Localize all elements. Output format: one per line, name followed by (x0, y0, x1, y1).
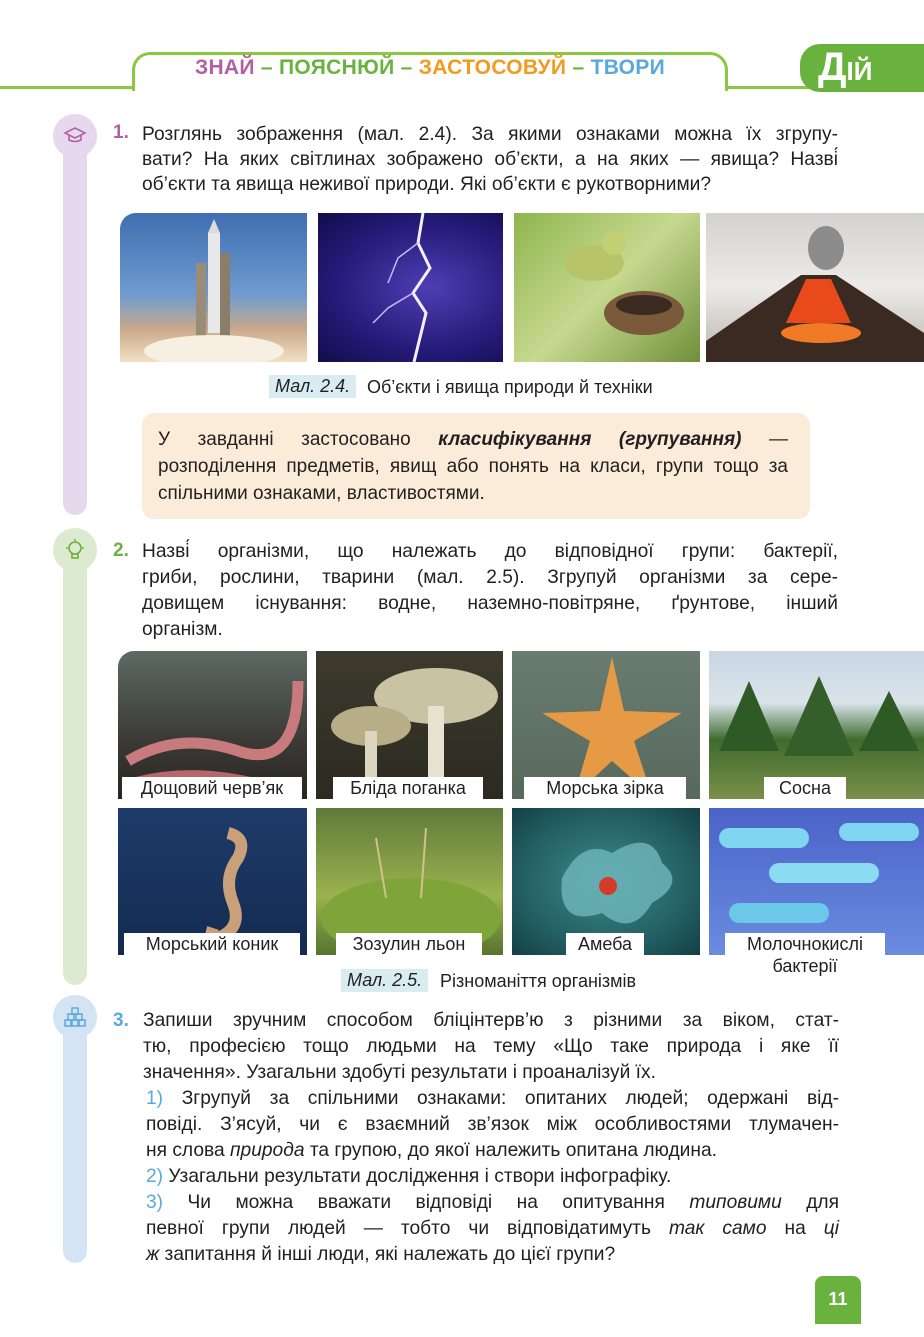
task1-icon-circle (53, 114, 97, 158)
subtask3-line (146, 1190, 839, 1216)
fig25-caption-label: Мал. 2.5. (341, 969, 428, 992)
subtask3-italic: типовими (689, 1192, 782, 1213)
task2-icon-circle (53, 528, 97, 572)
subtask1-number: 1) (146, 1088, 164, 1109)
task3-line: тю, професією тощо людьми на тему «Що таке природа і яке її (143, 1036, 839, 1057)
bird-nest-photo (514, 213, 700, 362)
lightbulb-icon (63, 538, 87, 562)
task3-sidebar (63, 1003, 87, 1263)
label-lactobacilli-line1: Молочнокислі (747, 934, 863, 954)
subtask3-number: 3) (146, 1192, 164, 1213)
task2-line: довищем існування: водне, наземно-повітряне, ґрунтове, інший (142, 593, 838, 614)
act-badge-big: Д (818, 45, 847, 89)
task1-line: об’єкти та явища неживої природи. Які об’єкти є рукотворними? (142, 174, 712, 195)
subtask3-line (146, 1242, 839, 1268)
header-sep: – (260, 56, 273, 79)
subtask3-italic: так само (668, 1218, 767, 1239)
subtask2-number: 2) (146, 1166, 164, 1187)
rocket-icon (120, 213, 307, 362)
subtask3-text: для (781, 1192, 839, 1213)
act-badge (800, 44, 924, 92)
label-moss: Зозулин льон (336, 933, 482, 955)
subtask3-text: певної групи людей — тобто чи відповідатимуть (146, 1218, 669, 1239)
subtask3-italic: ці (823, 1218, 839, 1239)
task2-sidebar (63, 540, 87, 985)
header-word-create: ТВОРИ (590, 56, 665, 79)
fig25-caption-text: Різноманіття організмів (440, 971, 637, 991)
label-earthworm: Дощовий черв’як (122, 777, 302, 799)
task3-line: значення». Узагальни здобуті результати і проаналізуй їх. (143, 1062, 656, 1083)
subtask3-text: на (766, 1218, 824, 1239)
label-amoeba: Амеба (566, 933, 644, 955)
page-number: 11 (815, 1276, 861, 1324)
lightning-photo (318, 213, 503, 362)
subtask3-text: Чи можна вважати відповіді на опитування (187, 1192, 690, 1213)
task2-text (142, 539, 838, 643)
task1-line: Розглянь зображення (мал. 2.4). За якими ознаками можна їх згрупу- (142, 124, 838, 145)
task3-number: 3. (113, 1010, 129, 1031)
subtask2-line (146, 1164, 839, 1190)
subtask1-text: ня слова (146, 1140, 230, 1161)
header-sep: – (572, 56, 585, 79)
definition-text (158, 426, 788, 507)
header-word-explain: ПОЯСНЮЙ (279, 56, 395, 79)
bird-icon (514, 213, 700, 362)
task2-number: 2. (113, 540, 129, 561)
fig24-caption-text: Об’єкти і явища природи й техніки (367, 377, 653, 397)
header-word-know: ЗНАЙ (194, 56, 255, 79)
task2-line: гриби, рослини, тварини (мал. 2.5). Згрупуй організми за сере- (142, 567, 838, 588)
subtask1-line (146, 1138, 839, 1164)
task3-line: Запиши зручним способом бліцінтерв’ю з різними за віком, стат- (143, 1010, 839, 1031)
header-title (132, 56, 728, 80)
subtask1-line: повіді. З’ясуй, чи є взаємний зв’язок між особливостями тлумачен- (146, 1114, 839, 1135)
label-pine: Сосна (764, 777, 846, 799)
definition-pre: У завданні застосовано (158, 429, 439, 450)
subtask3-line (146, 1216, 839, 1242)
task1-text (142, 122, 838, 197)
task3-text (143, 1008, 839, 1086)
task2-line: організм. (142, 619, 223, 640)
rocket-launch-photo (120, 213, 307, 362)
label-starfish: Морська зірка (524, 777, 686, 799)
subtask1-italic: природа (229, 1140, 305, 1161)
subtask1-text: Згрупуй за спільними ознаками: опитаних людей; одержані від- (181, 1088, 839, 1109)
subtask1-text: та групою, до якої належить опитана людина. (304, 1140, 717, 1161)
task1-line: вати? На яких світлинах зображено об’єкти, а на яких — явища? Назві́ (142, 149, 838, 170)
definition-post: — розподілення предметів, явищ або понять на класи, групи тощо за спільними ознаками, властивостями. (158, 429, 789, 504)
fig24-caption-label: Мал. 2.4. (269, 375, 356, 398)
subtask2-text: Узагальни результати дослідження і створи інфографіку. (168, 1166, 672, 1187)
graduation-cap-icon (63, 124, 87, 148)
volcano-photo (706, 213, 924, 362)
header-word-apply: ЗАСТОСОВУЙ (418, 56, 567, 79)
building-blocks-icon (63, 1005, 87, 1029)
header-sep: – (400, 56, 413, 79)
subtask1-line (146, 1086, 839, 1112)
act-badge-small: ІЙ (846, 56, 873, 86)
subtask3-text: запитання й інші люди, які належать до цієї групи? (159, 1244, 616, 1265)
task1-sidebar (63, 115, 87, 515)
subtask3-italic: ж (146, 1244, 160, 1265)
task3-subtasks (146, 1086, 839, 1268)
label-seahorse: Морський коник (124, 933, 300, 955)
label-lactobacilli (725, 933, 885, 977)
label-lactobacilli-line2: бактерії (772, 956, 838, 976)
task2-line: Назві́ організми, що належать до відповідної групи: бактерії, (142, 541, 838, 562)
task1-number: 1. (113, 122, 129, 143)
task3-icon-circle (53, 995, 97, 1039)
label-death-cap: Бліда поганка (333, 777, 483, 799)
volcano-icon (706, 213, 924, 362)
definition-term: класифікування (групування) (438, 429, 742, 450)
lightning-bolt-icon (318, 213, 503, 362)
